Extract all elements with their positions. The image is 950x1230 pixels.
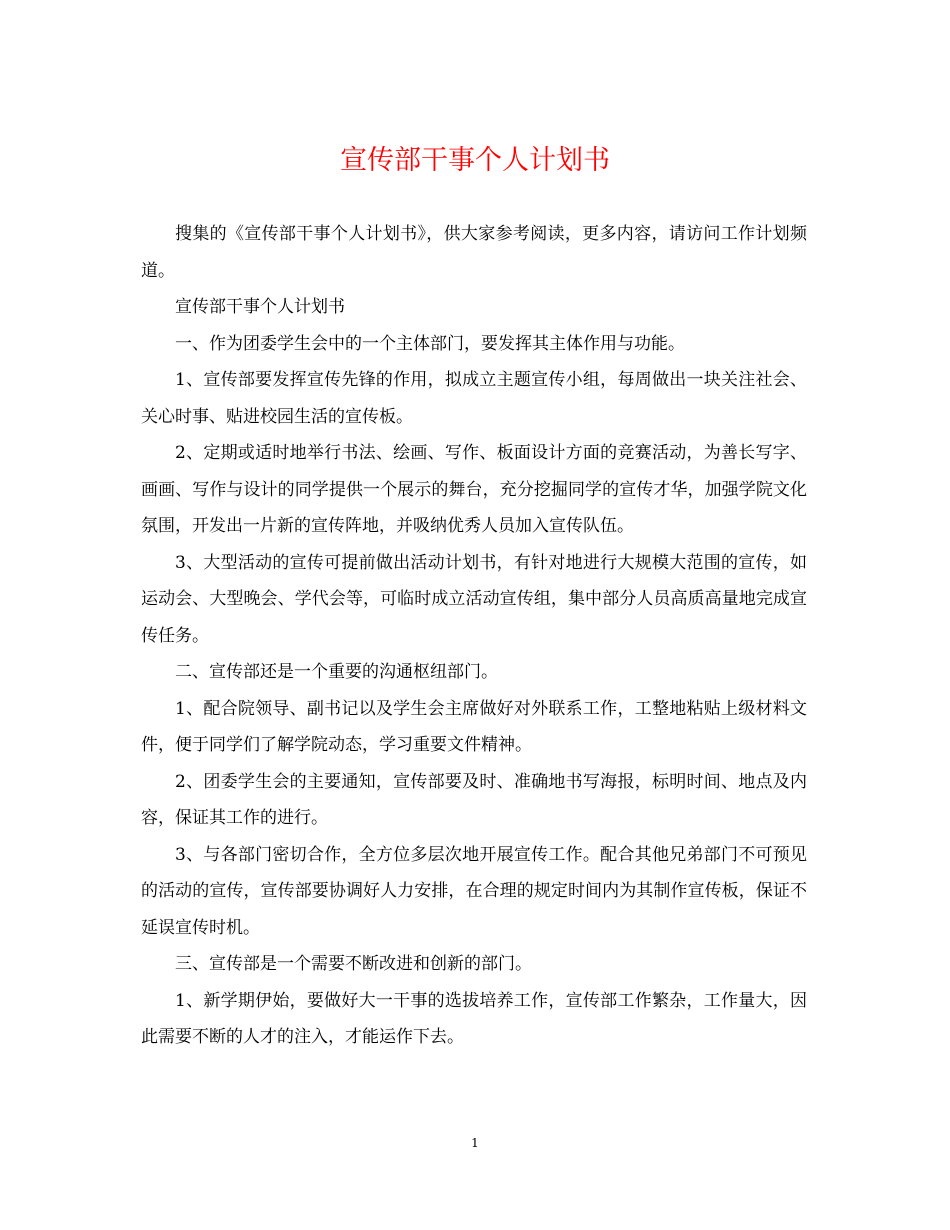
paragraph-2-3: 3、与各部门密切合作，全方位多层次地开展宣传工作。配合其他兄弟部门不可预见的活动的宣传，宣传部要协调好人力安排，在合理的规定时间内为其制作宣传板，保证不延误宣传时机。 bbox=[141, 844, 807, 938]
document-title: 宣传部干事个人计划书 bbox=[340, 145, 610, 176]
section-heading-1: 一、作为团委学生会中的一个主体部门，要发挥其主体作用与功能。 bbox=[175, 333, 685, 354]
page-number: 1 bbox=[471, 1136, 479, 1150]
paragraph-subtitle: 宣传部干事个人计划书 bbox=[175, 297, 345, 317]
paragraph-3-1: 1、新学期伊始，要做好大一干事的选拔培养工作，宣传部工作繁杂，工作量大，因此需要不断的人才的注入，才能运作下去。 bbox=[141, 990, 807, 1047]
paragraph-2-2: 2、团委学生会的主要通知，宣传部要及时、准确地书写海报，标明时间、地点及内容，保证其工作的进行。 bbox=[141, 771, 807, 828]
section-heading-2: 二、宣传部还是一个重要的沟通枢纽部门。 bbox=[175, 662, 498, 682]
document-body bbox=[141, 216, 807, 1056]
paragraph-1-2: 2、定期或适时地举行书法、绘画、写作、板面设计方面的竞赛活动，为善长写字、画画、写作与设计的同学提供一个展示的舞台，充分挖掘同学的宣传才华，加强学院文化氛围，开发出一片新的宣传阵地，并吸纳优秀人员加入宣传队伍。 bbox=[141, 443, 807, 536]
paragraph-intro: 搜集的《宣传部干事个人计划书》，供大家参考阅读，更多内容，请访问工作计划频道。 bbox=[141, 224, 807, 281]
section-heading-3: 三、宣传部是一个需要不断改进和创新的部门。 bbox=[175, 954, 532, 974]
paragraph-2-1: 1、配合院领导、副书记以及学生会主席做好对外联系工作，工整地粘贴上级材料文件，便于同学们了解学院动态，学习重要文件精神。 bbox=[141, 698, 807, 755]
paragraph-1-1: 1、宣传部要发挥宣传先锋的作用，拟成立主题宣传小组，每周做出一块关注社会、关心时事、贴进校园生活的宣传板。 bbox=[141, 370, 807, 427]
paragraph-1-3: 3、大型活动的宣传可提前做出活动计划书，有针对地进行大规模大范围的宣传，如运动会、大型晚会、学代会等，可临时成立活动宣传组，集中部分人员高质高量地完成宣传任务。 bbox=[141, 552, 807, 646]
